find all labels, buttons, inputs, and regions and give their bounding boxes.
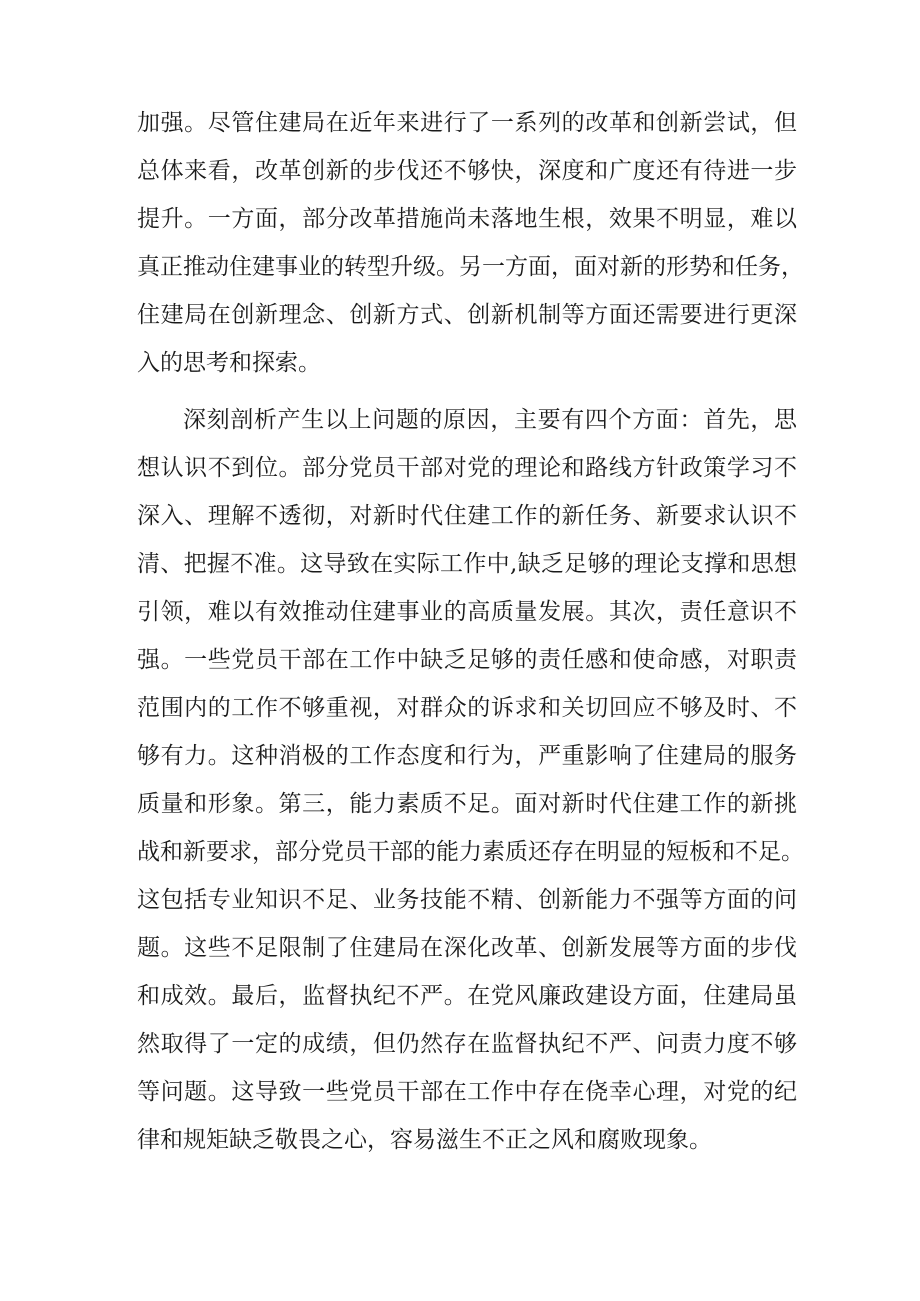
text-line: 深入、理解不透彻，对新时代住建工作的新任务、新要求认识不 — [137, 503, 797, 529]
text-line: 住建局在创新理念、创新方式、创新机制等方面还需要进行更深 — [137, 302, 797, 328]
text-line: 深刻剖析产生以上问题的原因，主要有四个方面：首先，思 — [183, 407, 797, 433]
text-line: 等问题。这导致一些党员干部在工作中存在侥幸心理，对党的纪 — [137, 1079, 797, 1105]
text-line: 真正推动住建事业的转型升级。另一方面，面对新的形势和任务， — [137, 254, 804, 280]
text-line: 总体来看，改革创新的步伐还不够快，深度和广度还有待进一步 — [137, 158, 797, 184]
text-line: 够有力。这种消极的工作态度和行为，严重影响了住建局的服务 — [137, 743, 797, 769]
text-line: 战和新要求，部分党员干部的能力素质还存在明显的短板和不足。 — [137, 839, 804, 865]
text-line: 引领，难以有效推动住建事业的高质量发展。其次，责任意识不 — [137, 599, 797, 625]
text-line: 想认识不到位。部分党员干部对党的理论和路线方针政策学习不 — [137, 455, 797, 481]
text-line: 强。一些党员干部在工作中缺乏足够的责任感和使命感，对职责 — [137, 647, 797, 673]
text-line: 清、把握不准。这导致在实际工作中,缺乏足够的理论支撑和思想 — [137, 551, 797, 577]
text-line: 和成效。最后，监督执纪不严。在党风廉政建设方面，住建局虽 — [137, 983, 797, 1009]
text-line: 质量和形象。第三，能力素质不足。面对新时代住建工作的新挑 — [137, 791, 797, 817]
text-line: 题。这些不足限制了住建局在深化改革、创新发展等方面的步伐 — [137, 935, 797, 961]
text-line: 律和规矩缺乏敬畏之心，容易滋生不正之风和腐败现象。 — [137, 1127, 712, 1153]
text-line: 范围内的工作不够重视，对群众的诉求和关切回应不够及时、不 — [137, 695, 797, 721]
text-line: 提升。一方面，部分改革措施尚未落地生根，效果不明显，难以 — [137, 206, 797, 232]
text-line: 入的思考和探索。 — [137, 350, 321, 376]
text-line: 加强。尽管住建局在近年来进行了一系列的改革和创新尝试，但 — [137, 110, 797, 136]
text-line: 然取得了一定的成绩，但仍然存在监督执纪不严、问责力度不够 — [137, 1031, 797, 1057]
text-line: 这包括专业知识不足、业务技能不精、创新能力不强等方面的问 — [137, 887, 797, 913]
